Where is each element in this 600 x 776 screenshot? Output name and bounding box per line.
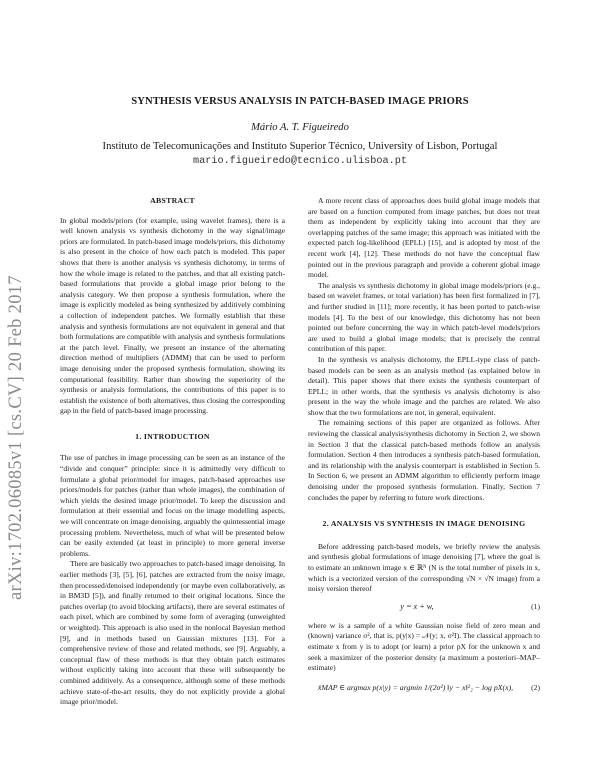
abstract-heading: ABSTRACT <box>150 196 195 205</box>
intro-heading: 1. INTRODUCTION <box>135 431 210 441</box>
equation-2-number: (2) <box>531 683 540 693</box>
equation-2 <box>308 674 540 704</box>
intro-paragraph-3: A more recent class of approaches does build global image models that are based on a function computed from image patches, but does not treat them as independent by explicitly taking into account that they are overlapping patches of the same image; this approach was initiated with the expected patch log-likelihood (EPLL) [15], and is adopted by most of the recent work [4], [12]. These methods do not have the conceptual flaw pointed out in the previous paragraph and provide a coherent global image model. <box>308 196 540 280</box>
arxiv-stamp: arXiv:1702.06085v1 [cs.CV] 20 Feb 2017 <box>6 275 26 600</box>
equation-2-body: x̂MAP ∈ argmax p(x|y) = argmin 1/(2σ²) ‖y − x‖²₂ − log pX(x), <box>318 683 514 693</box>
intro-paragraph-6: The remaining sections of this paper are organized as follows. After reviewing the classical analysis/synthesis dichotomy in Section 2, we shown in Section 3 that the classical patch-based methods follow an analysis formulation. Section 4 then introduces a synthesis patch-based formulation, and its relationship with the analysis counterpart is established in Section 5. In Section 6, we present an ADMM algorithm to efficiently perform image denoising under the proposed synthesis formulation. Finally, Section 7 concludes the paper by referring to future work directions. <box>308 418 540 502</box>
left-column <box>60 196 285 708</box>
abstract-text: In global models/priors (for example, using wavelet frames), there is a well known analysis vs synthesis dichotomy in the way signal/image priors are formulated. In patch-based image models/priors, this dichotomy is also present in the choice of how each patch is modeled. This paper shows that there is another analysis vs synthesis dichotomy, in terms of how the whole image is related to the patches, and that all existing patch-based formulations that provide a global image prior belong to the analysis category. We then propose a synthesis formulation, where the image is explicitly modeled as being synthesized by additively combining a collection of independent patches. We formally establish that these analysis and synthesis formulations are not equivalent in general and that both formulations are compatible with analysis and synthesis formulations at the patch level. Finally, we present an instance of the alternating direction method of multipliers (ADMM) that can be used to perform image denoising under the proposed synthesis formulation, showing its computational feasibility. Rather than showing the superiority of the synthesis or analysis formulations, the contributions of this paper is to establish the existence of both alternatives, thus closing the corresponding gap in the field of patch-based image processing. <box>60 215 285 416</box>
right-column <box>308 196 540 704</box>
author-email[interactable]: mario.figueiredo@tecnico.ulisboa.pt <box>193 156 407 167</box>
abstract-body <box>60 216 285 417</box>
intro-paragraph-4: The analysis vs synthesis dichotomy in global image models/priors (e.g., based on wavelet frames, or total variation) has been first formalized in [7], and further studied in [11]; more recently, it has been ported to patch-wise models [4]. To the best of our knowledge, this dichotomy has not been pointed out before concerning the way in which patch-level models/priors are used to build a global image models; that is precisely the central contribution of this paper. <box>308 280 540 354</box>
section2-heading: 2. ANALYSIS VS SYNTHESIS IN IMAGE DENOISING <box>322 519 526 529</box>
section2-paragraph-2: where w is a sample of a white Gaussian noise field of zero mean and (known) variance σ², that is, p(y|x) = 𝒩(y; x, σ²I). The classical approach to estimate x from y is to adopt (or learn) a prior pX for the unknown x and seek a maximizer of the posterior density (a maximum a posteriori–MAP–estimate) <box>308 620 540 673</box>
equation-1-body: y = x + w, <box>400 602 434 612</box>
intro-paragraph-5: In the synthesis vs analysis dichotomy, the EPLL-type class of patch-based models can be seen as an analysis method (as explained below in detail). This paper shows that there exists the synthesis counterpart of EPLL; in other words, that the synthesis vs analysis dichotomy is also present in the way the whole image and the patches are related. We also show that the two formulations are not, in general, equivalent. <box>308 354 540 417</box>
section2-paragraph-1: Before addressing patch-based models, we briefly review the analysis and synthesis global formulations of image denoising [7], where the goal is to estimate an unknown image x ∈ ℝᴺ (N is the total number of pixels in x, which is a vectorized version of the corresponding √N × √N image) from a noisy version thereof <box>308 541 540 594</box>
equation-1-number: (1) <box>531 602 540 612</box>
affiliation: Instituto de Telecomunicações and Instituto Superior Técnico, University of Lisbon, Portugal <box>102 141 498 152</box>
author-name: Mário A. T. Figueiredo <box>251 122 349 133</box>
intro-paragraph-1: The use of patches in image processing can be seen as an instance of the “divide and conquer” principle: since it is admittedly very difficult to formulate a global prior/model for images, patch-based approaches use priors/models for patches (rather than whole images), the combination of which yields the desired image prior/model. To keep the discussion and formulation at their essential and focus on the image modelling aspects, we will concentrate on image denoising, arguably the quintessential image processing problem. Nevertheless, much of what will be presented below can be easily extended (at least in principle) to more general inverse problems. <box>60 453 285 558</box>
equation-1 <box>308 595 540 621</box>
paper-title: SYNTHESIS VERSUS ANALYSIS IN PATCH-BASED IMAGE PRIORS <box>131 96 469 107</box>
intro-paragraph-2: There are basically two approaches to patch-based image denoising. In earlier methods [3], [5], [6], patches are extracted from the noisy image, then processed/denoised independently (or maybe even collaboratively, as in BM3D [5]), and finally returned to their original locations. Since the patches overlap (to avoid blocking artifacts), there are several estimates of each pixel, which are combined by some form of averaging (unweighted or weighted). This approach is also used in the nonlocal Bayesian method [9], and in methods based on Gaussian mixtures [13]. For a comprehensive review of those and related methods, see [9]. Arguably, a conceptual flaw of these methods is that they obtain patch estimates without explicitly taking into account that these will subsequently be combined additively. As a consequence, although some of these methods achieve state-of-the-art results, they do not explicitly provide a global image prior/model. <box>60 559 285 707</box>
